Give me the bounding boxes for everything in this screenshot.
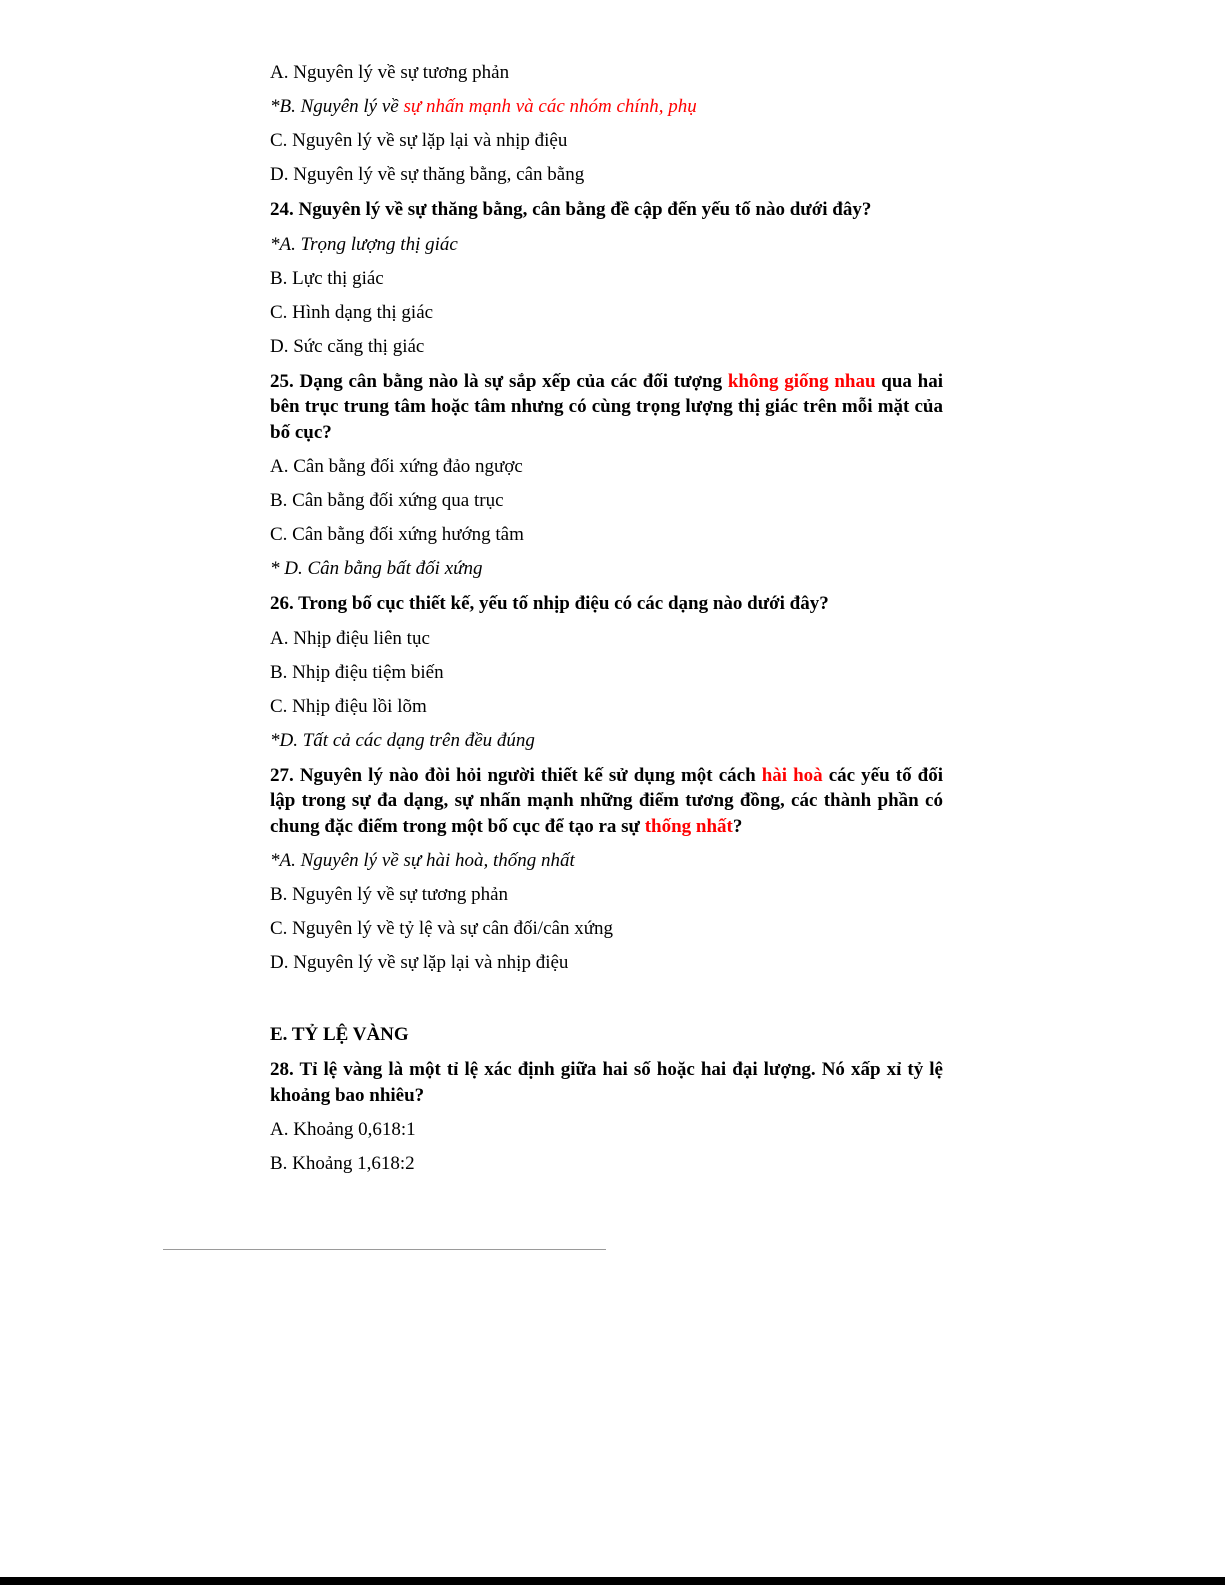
q23-option-c: C. Nguyên lý về sự lặp lại và nhịp điệu bbox=[270, 130, 568, 151]
q23-option-b-correct bbox=[270, 95, 943, 119]
q25-question-part2: qua hai bên trục trung tâm hoặc tâm nhưng có cùng trọng lượng thị giác trên mỗi mặt của bố cục? bbox=[270, 370, 943, 443]
q25-option-b: B. Cân bằng đối xứng qua trục bbox=[270, 490, 504, 511]
q26-question: 26. Trong bố cục thiết kế, yếu tố nhịp điệu có các dạng nào dưới đây? bbox=[270, 593, 829, 614]
q24-question: 24. Nguyên lý về sự thăng bằng, cân bằng đề cập đến yếu tố nào dưới đây? bbox=[270, 199, 872, 220]
q24-option-d: D. Sức căng thị giác bbox=[270, 335, 425, 357]
q25-question bbox=[270, 369, 943, 446]
q27-question bbox=[270, 763, 943, 840]
q25-question-highlight: không giống nhau bbox=[727, 370, 876, 392]
q27-question-part1: 27. Nguyên lý nào đòi hỏi người thiết kế sử dụng một cách bbox=[270, 764, 762, 786]
q23-option-d: D. Nguyên lý về sự thăng bằng, cân bằng bbox=[270, 164, 585, 185]
section-e-heading: E. TỶ LỆ VÀNG bbox=[270, 1024, 409, 1045]
q24-option-a-correct: *A. Trọng lượng thị giác bbox=[270, 233, 458, 255]
q23-option-b-highlight: sự nhấn mạnh và các nhóm chính, phụ bbox=[403, 96, 697, 117]
q28-question: 28. Tỉ lệ vàng là một tỉ lệ xác định giữa hai số hoặc hai đại lượng. Nó xấp xỉ tỷ lệ khoảng bao nhiêu? bbox=[270, 1059, 943, 1106]
q27-option-d: D. Nguyên lý về sự lặp lại và nhịp điệu bbox=[270, 952, 569, 973]
q24-option-c: C. Hình dạng thị giác bbox=[270, 301, 434, 323]
q25-option-c: C. Cân bằng đối xứng hướng tâm bbox=[270, 524, 524, 545]
q23-option-a: A. Nguyên lý về sự tương phản bbox=[270, 62, 510, 83]
q27-question-highlight1: hài hoà bbox=[761, 764, 823, 786]
footnote-divider bbox=[163, 1249, 606, 1250]
q27-option-a-correct: *A. Nguyên lý về sự hài hoà, thống nhất bbox=[270, 850, 575, 871]
q26-option-a: A. Nhịp điệu liên tục bbox=[270, 627, 430, 649]
q28-option-b: B. Khoảng 1,618:2 bbox=[270, 1153, 415, 1174]
document-body bbox=[270, 61, 943, 1186]
q25-option-d-correct: * D. Cân bằng bất đối xứng bbox=[270, 558, 483, 579]
q28-option-a: A. Khoảng 0,618:1 bbox=[270, 1119, 416, 1140]
q27-question-part3: ? bbox=[732, 815, 743, 837]
q26-option-d-correct: *D. Tất cả các dạng trên đều đúng bbox=[270, 729, 535, 751]
q27-question-highlight2: thống nhất bbox=[644, 815, 733, 837]
q26-option-b: B. Nhịp điệu tiệm biến bbox=[270, 661, 444, 683]
q23-option-b-prefix: *B. Nguyên lý về bbox=[270, 96, 404, 117]
q27-option-b: B. Nguyên lý về sự tương phản bbox=[270, 884, 509, 905]
q26-option-c: C. Nhịp điệu lồi lõm bbox=[270, 695, 427, 717]
q24-option-b: B. Lực thị giác bbox=[270, 267, 384, 289]
page-bottom-edge bbox=[0, 1577, 1225, 1585]
q25-option-a: A. Cân bằng đối xứng đảo ngược bbox=[270, 456, 523, 477]
q25-question-part1: 25. Dạng cân bằng nào là sự sắp xếp của các đối tượng bbox=[270, 370, 728, 392]
q27-option-c: C. Nguyên lý về tỷ lệ và sự cân đối/cân xứng bbox=[270, 918, 613, 939]
q27-question-part2: các yếu tố đối lập trong sự đa dạng, sự nhấn mạnh những điểm tương đồng, các thành phần có chung đặc điểm trong một bố cục để tạo ra sự bbox=[270, 764, 943, 837]
